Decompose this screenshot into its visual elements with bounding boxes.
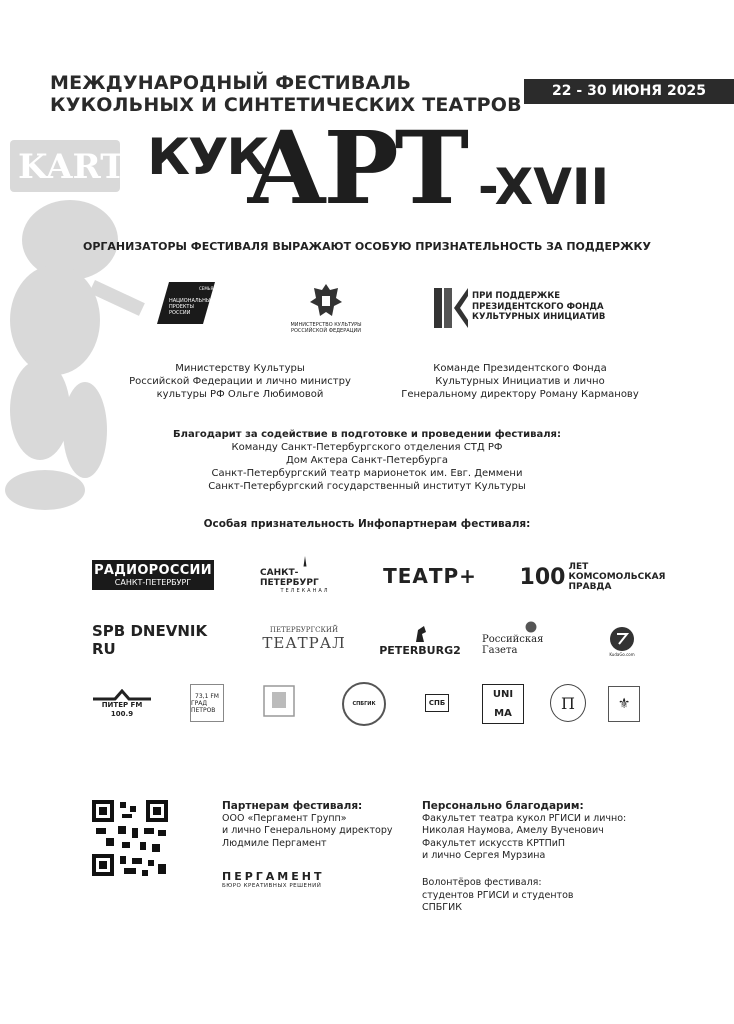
support-line: Команду Санкт-Петербургского отделения СТД РФ <box>231 442 503 453</box>
grad-petrov-logo <box>190 684 224 722</box>
teatr-plus-logo: ТЕАТР+ <box>383 564 477 588</box>
personal-line: Факультет искусств КРТПиП <box>422 837 566 849</box>
volunteers-block <box>422 877 574 915</box>
kudago-logo <box>606 624 638 658</box>
partners-line: и лично Генеральному директору <box>222 825 393 836</box>
thanks-right-line: Генеральному директору Роману Карманову <box>401 389 639 400</box>
rossiyskaya-gazeta-logo <box>482 620 580 656</box>
eagle-icon <box>522 620 540 634</box>
spb-small-logo <box>416 688 458 718</box>
grad-freq: 73,1 FM <box>195 692 219 700</box>
unima-bottom: MA <box>494 707 512 719</box>
minkult-line1: МИНИСТЕРСТВО КУЛЬТУРЫ <box>290 322 362 328</box>
kudago-name: KudaGo.com <box>609 651 635 657</box>
ministry-culture-logo <box>290 280 362 342</box>
bridge-icon <box>93 689 151 701</box>
natproj-badge: СЕМЬЯ <box>199 286 214 291</box>
natproj-line1: НАЦИОНАЛЬНЫЕ <box>169 298 214 304</box>
piter-fm-name: ПИТЕР FM <box>101 701 143 709</box>
eagle-emblem-icon <box>306 280 346 320</box>
spb-tv-sub: ТЕЛЕКАНАЛ <box>280 588 330 594</box>
radio-russia-city: САНКТ-ПЕТЕРБУРГ <box>114 577 192 587</box>
thanks-right-line: Команде Президентского Фонда <box>433 363 607 374</box>
partners-line: ООО «Пергамент Групп» <box>222 812 347 824</box>
teatral-sub: ПЕТЕРБУРГСКИЙ <box>269 626 339 634</box>
theatre-emblem-logo <box>262 684 296 718</box>
grad-name: ГРАД ПЕТРОВ <box>191 699 216 714</box>
partners-line: Людмиле Пергамент <box>222 837 327 849</box>
national-projects-logo <box>155 280 217 326</box>
personal-line: Николая Наумова, Амелу Вученович <box>422 825 604 836</box>
festival-title-line1: МЕЖДУНАРОДНЫЙ ФЕСТИВАЛЬ <box>50 72 412 94</box>
rgaz-name: Российская Газета <box>482 634 544 656</box>
pergament-logo <box>222 870 324 889</box>
personal-line: Факультет театра кукол РГИСИ и лично: <box>422 812 627 824</box>
coat-of-arms-logo: ⚜ <box>608 686 640 722</box>
peterburg2-name: PETERBURG2 <box>379 643 461 657</box>
radio-russia-name: РАДИОРОССИИ <box>94 562 212 578</box>
partners-heading: Партнерам фестиваля: <box>222 800 363 812</box>
unima-top: UNI <box>492 688 514 700</box>
festival-dates: 22 - 30 ИЮНЯ 2025 <box>524 79 734 104</box>
support-line: Дом Актера Санкт-Петербурга <box>285 455 449 466</box>
horse-icon <box>412 624 428 644</box>
pfki-line2: ПРЕЗИДЕНТСКОГО ФОНДА <box>472 301 604 312</box>
presidential-fund-text <box>472 291 605 323</box>
kp-100-text: ЛЕТ КОМСОМОЛЬСКАЯ ПРАВДА <box>568 562 666 592</box>
pfki-line3: КУЛЬТУРНЫХ ИНИЦИАТИВ <box>472 312 606 322</box>
kp-100-number: 100 <box>519 564 566 590</box>
natproj-line2: ПРОЕКТЫ <box>169 304 194 310</box>
support-heading: Благодарит за содействие в подготовке и проведении фестиваля: <box>173 429 561 440</box>
volunteers-line: студентов РГИСИ и студентов <box>422 889 574 901</box>
thanks-left-line: Российской Федерации и лично министру <box>129 376 351 387</box>
thanks-left-line: культуры РФ Ольге Любимовой <box>156 389 324 400</box>
puppet-label: KART <box>18 147 126 187</box>
peterburg2-logo <box>379 620 461 660</box>
personal-heading: Персонально благодарим: <box>422 800 584 812</box>
spb-tv-logo <box>260 556 350 594</box>
teatral-logo <box>262 624 346 654</box>
partners-block <box>222 800 393 850</box>
infopartners-title: Особая признательность Инфопартнерам фестиваля: <box>203 518 531 530</box>
thanks-left-line: Министерству Культуры <box>175 363 305 374</box>
festival-title-line2: КУКОЛЬНЫХ И СИНТЕТИЧЕСКИХ ТЕАТРОВ <box>50 94 522 116</box>
unima-logo <box>482 684 524 724</box>
logo-kuk: КУК <box>147 128 268 186</box>
spb-dnevnik-logo: SPB DNEVNIK RU <box>92 622 208 658</box>
personal-thanks-block <box>422 800 626 863</box>
natproj-line3: РОССИИ <box>169 310 191 316</box>
piter-fm-freq: 100.9 <box>110 710 134 718</box>
pergament-name: ПЕРГАМЕНТ <box>222 870 325 883</box>
organizers-title: ОРГАНИЗАТОРЫ ФЕСТИВАЛЯ ВЫРАЖАЮТ ОСОБУЮ ПРИЗНАТЕЛЬНОСТЬ ЗА ПОДДЕРЖКУ <box>82 240 652 253</box>
spb-small-name: СПБ <box>425 694 449 712</box>
kp-100-logo <box>515 560 666 594</box>
radio-russia-logo <box>92 560 214 590</box>
circle-p-logo: П <box>550 684 586 722</box>
logo-xvii: -XVII <box>478 158 610 216</box>
support-block <box>0 428 734 493</box>
pergament-sub: БЮРО КРЕАТИВНЫХ РЕШЕНИЙ <box>222 883 322 889</box>
pfki-line1: ПРИ ПОДДЕРЖКЕ <box>472 291 561 301</box>
spire-icon <box>285 556 325 568</box>
teatral-name: ТЕАТРАЛ <box>262 634 346 652</box>
volunteers-line: Волонтёров фестиваля: <box>422 877 542 888</box>
volunteers-line: СПБГИК <box>422 902 462 913</box>
spb-tv-name: САНКТ-ПЕТЕРБУРГ <box>260 568 319 588</box>
qr-code-icon <box>92 800 168 876</box>
thanks-fund <box>390 362 650 401</box>
support-line: Санкт-Петербургский театр марионеток им. Евг. Деммени <box>211 468 523 479</box>
thanks-right-line: Культурных Инициатив и лично <box>435 376 605 387</box>
spbgik-logo: СПБГИК <box>342 682 386 726</box>
minkult-line2: РОССИЙСКОЙ ФЕДЕРАЦИИ <box>290 328 362 334</box>
kudago-icon <box>609 626 635 652</box>
support-line: Санкт-Петербургский государственный институт Культуры <box>208 481 526 492</box>
personal-line: и лично Сергея Мурзина <box>422 850 546 861</box>
piter-fm-logo <box>92 686 152 722</box>
logo-art: АРТ <box>246 109 466 227</box>
thanks-ministry <box>120 362 360 401</box>
